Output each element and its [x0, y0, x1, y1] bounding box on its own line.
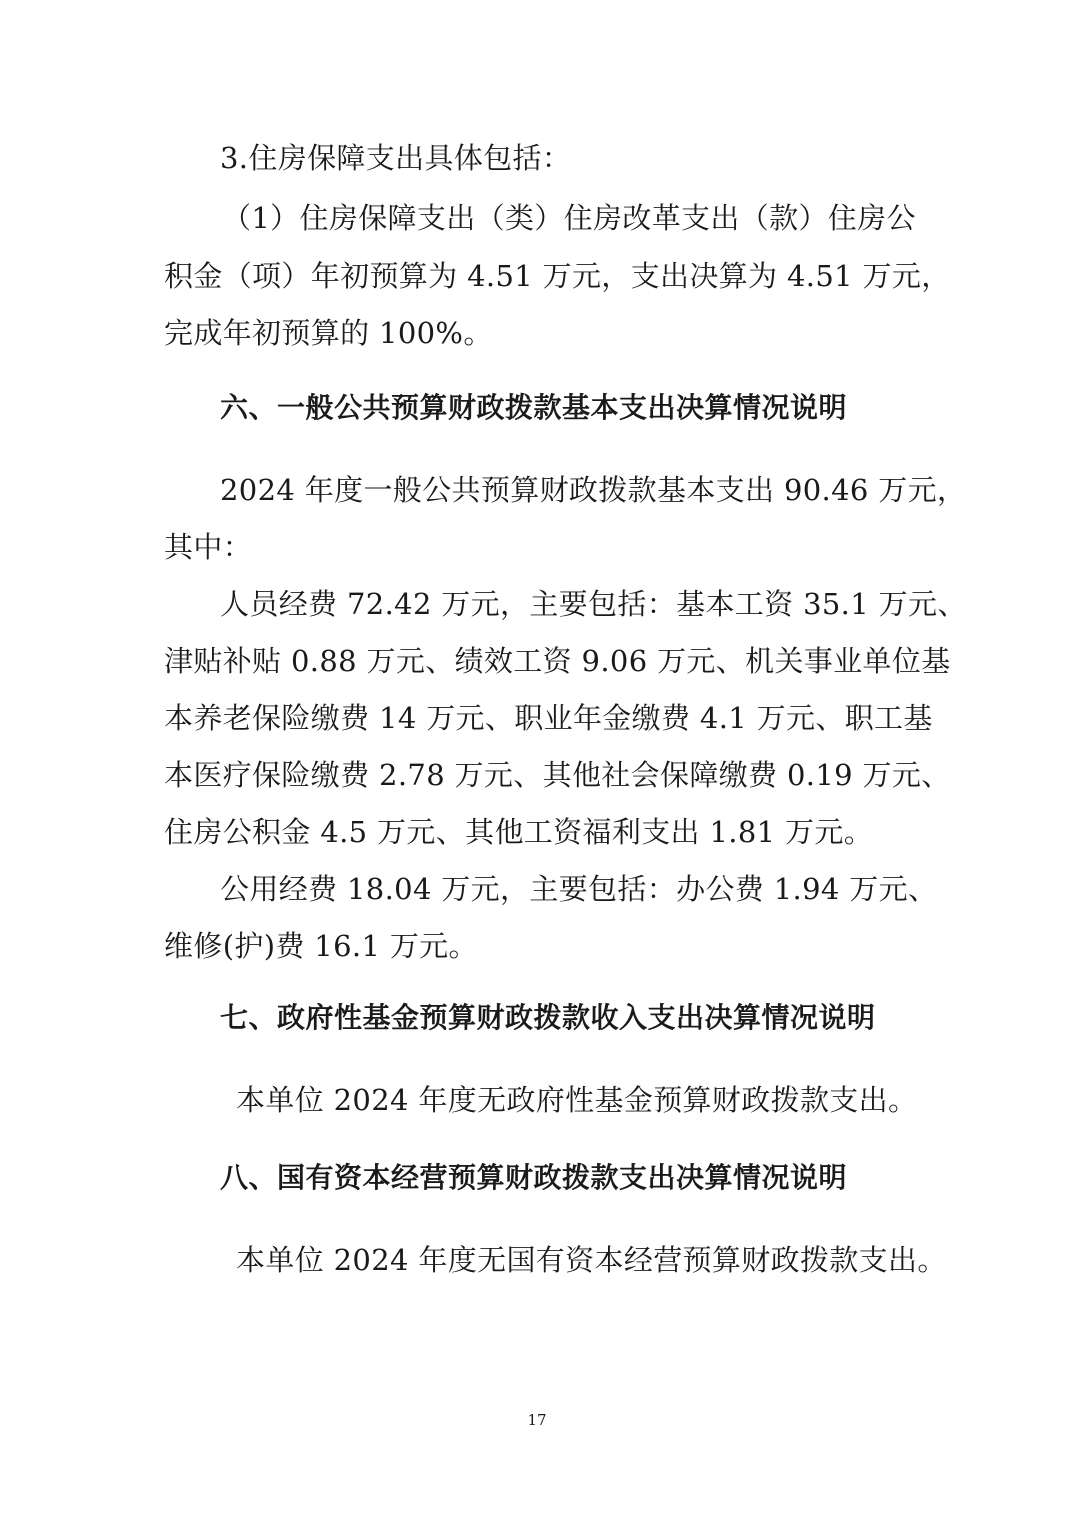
page-number: 17 — [527, 1411, 547, 1429]
section-6-summary-line-1: 2024 年度一般公共预算财政拨款基本支出 90.46 万元， — [220, 473, 967, 507]
section-7-body: 本单位 2024 年度无政府性基金预算财政拨款支出。 — [236, 1083, 918, 1117]
personnel-line-4: 本医疗保险缴费 2.78 万元、其他社会保障缴费 0.19 万元、 — [164, 758, 951, 792]
public-expense-line-1: 公用经费 18.04 万元，主要包括：办公费 1.94 万元、 — [220, 872, 938, 906]
section-8-body: 本单位 2024 年度无国有资本经营预算财政拨款支出。 — [236, 1243, 947, 1277]
housing-item-1-line-3: 完成年初预算的 100%。 — [164, 316, 493, 350]
personnel-line-3: 本养老保险缴费 14 万元、职业年金缴费 4.1 万元、职工基 — [164, 701, 933, 735]
personnel-line-1: 人员经费 72.42 万元，主要包括：基本工资 35.1 万元、 — [220, 587, 967, 621]
public-expense-line-2: 维修(护)费 16.1 万元。 — [164, 929, 478, 963]
housing-intro: 3.住房保障支出具体包括： — [220, 141, 572, 175]
housing-item-1-line-2: 积金（项）年初预算为 4.51 万元，支出决算为 4.51 万元， — [164, 259, 951, 293]
section-8-heading: 八、国有资本经营预算财政拨款支出决算情况说明 — [220, 1161, 848, 1194]
section-6-summary-line-2: 其中： — [164, 530, 253, 564]
personnel-line-2: 津贴补贴 0.88 万元、绩效工资 9.06 万元、机关事业单位基 — [164, 644, 951, 678]
housing-item-1-line-1: （1）住房保障支出（类）住房改革支出（款）住房公 — [222, 201, 916, 235]
section-6-heading: 六、一般公共预算财政拨款基本支出决算情况说明 — [220, 391, 848, 424]
personnel-line-5: 住房公积金 4.5 万元、其他工资福利支出 1.81 万元。 — [164, 815, 874, 849]
section-7-heading: 七、政府性基金预算财政拨款收入支出决算情况说明 — [220, 1001, 876, 1034]
